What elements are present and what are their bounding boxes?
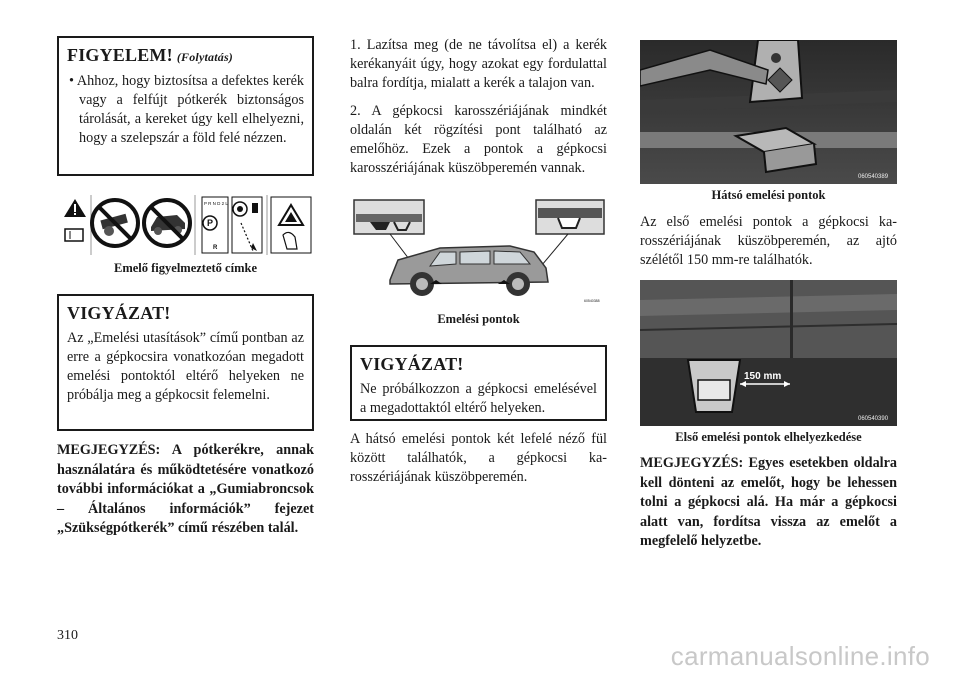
warning-bullet: • Ahhoz, hogy biztosítsa a defektes kerék vagy a felfújt pótkerék biztonságos tárolását, a kereket úgy kell elhelyezni, hogy a szelepszár a föld felé nézzen. — [69, 73, 304, 146]
page-number: 310 — [57, 628, 78, 643]
no-person-under-vehicle-icon — [92, 200, 138, 246]
front-lift-point-image — [640, 280, 897, 426]
gear-dial-text: P R N D 2 L — [204, 201, 228, 206]
jack-label-caption: Emelő figyelmeztető címke — [114, 261, 257, 275]
front-jack-point-inset — [354, 200, 424, 234]
figure-code-front: 060540390 — [858, 416, 889, 422]
minivan-lifting-points-image — [350, 196, 607, 308]
jack-warning-label-image — [57, 193, 314, 257]
figure-code-rear: 060540389 — [858, 174, 889, 180]
warning-list — [67, 72, 304, 148]
park-letter: P — [207, 218, 214, 228]
jack-warning-label-figure — [57, 193, 314, 257]
watermark: carmanualsonline.info — [670, 641, 930, 671]
caution-box-middle — [350, 345, 607, 421]
hazard-lights-icon — [271, 197, 311, 253]
warning-title-text: FIGYELEM! — [67, 45, 173, 65]
rear-lifting-points-photo — [640, 40, 897, 184]
warning-title — [67, 45, 304, 66]
step-2-paragraph: 2. A gépkocsi karosszériájának mindkét oldalán két rögzítési pont található az emelőhöz. Ezek a pontok a gépkocsi karosszériájának küszöbperemén vannak. — [350, 103, 607, 176]
caution-body-left: Az „Emelési utasítások” című pontban az erre a gépkocsira vonatkozóan megadott emelési pontoktól eltérő helyeken ne próbálja meg a gépkocsit felemelni. — [67, 330, 304, 403]
no-vehicle-on-jack-icon — [144, 200, 190, 246]
rear-jack-point-inset — [536, 200, 604, 234]
rear-lift-point-image — [640, 40, 897, 184]
caution-title-left: VIGYÁZAT! — [67, 303, 171, 323]
note-left: MEGJEGYZÉS: A pótkerékre, annak használatára és működtetésére vonatkozó további információkat a „Gumiabroncsok – Általános információk” fejezet „Szükségpótkerék” című részében talál. — [57, 442, 314, 536]
rear-lift-points-paragraph: A hátsó emelési pontok két lefelé néző fül között találhatók, a gépkocsi karosszériájának küszöbperemén. — [350, 431, 607, 485]
note-right: MEGJEGYZÉS: Egyes esetekben oldalra kell dönteni az emelőt, hogy be lehessen tolni a gépkocsi alá. Ha már a gépkocsi alatt van, fordítsa vissza az emelőt a megfelelő helyzetbe. — [640, 455, 897, 549]
column-middle — [350, 36, 607, 487]
dimension-label: 150 mm — [744, 371, 782, 382]
lifting-points-figure — [350, 196, 607, 308]
caution-body-middle: Ne próbálkozzon a gépkocsi emelésével a megadottaktól eltérő helyeken. — [360, 381, 597, 416]
reverse-letter: R — [213, 245, 218, 251]
warning-box — [57, 36, 314, 176]
step-1-paragraph: 1. Lazítsa meg (de ne távolítsa el) a kerék kerékanyáit úgy, hogy azokat egy fordulattal balra fordítja, mialatt a kerék a talajon van. — [350, 37, 607, 91]
warning-subtitle: (Folytatás) — [176, 50, 234, 64]
front-lifting-points-caption: Első emelési pontok elhelyezkedése — [675, 430, 862, 444]
front-lift-points-paragraph: Az első emelési pontok a gépkocsi karosszériájának küszöbperemén, az ajtó szélétől 150 mm-re találhatók. — [640, 214, 897, 268]
front-lifting-points-photo — [640, 280, 897, 426]
figure-code-middle: 60540388 — [584, 299, 600, 303]
park-gear-icon — [202, 197, 228, 253]
column-left — [57, 36, 314, 539]
lifting-points-caption: Emelési pontok — [437, 312, 520, 326]
caution-box-left — [57, 294, 314, 431]
wheel-chock-icon — [232, 197, 262, 253]
rear-lifting-points-caption: Hátsó emelési pontok — [711, 188, 826, 202]
column-right — [640, 40, 897, 552]
caution-title-middle: VIGYÁZAT! — [360, 354, 464, 374]
